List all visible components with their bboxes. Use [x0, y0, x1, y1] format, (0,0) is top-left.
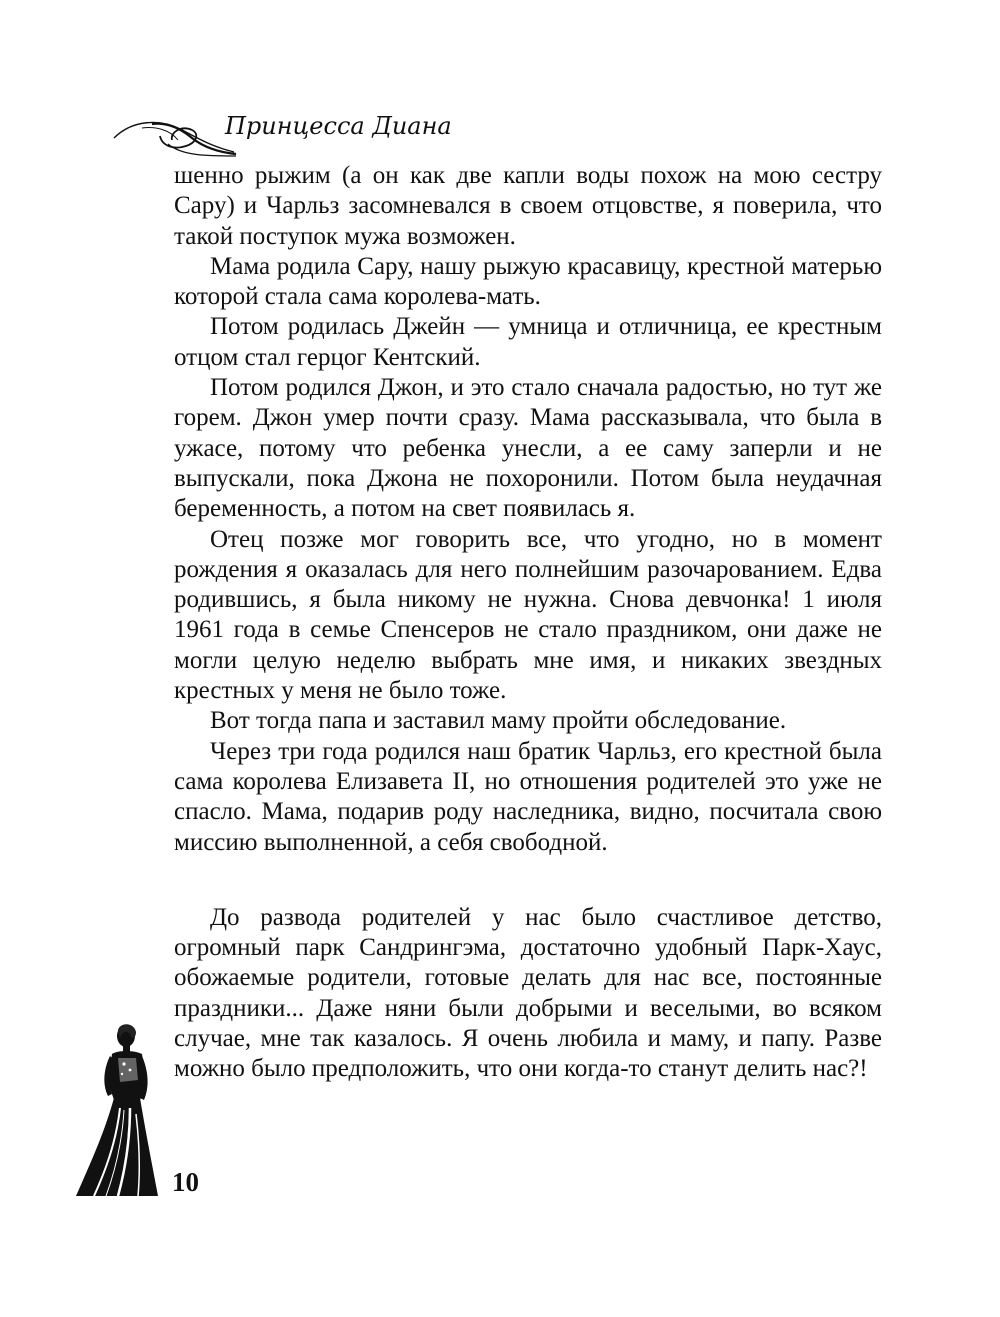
paragraph: шенно рыжим (а он как две капли воды похож на мою сестру Сару) и Чарльз засомневался в своем отцовстве, я поверила, что такой поступок мужа возможен.: [174, 162, 882, 250]
woman-silhouette-icon: [74, 1024, 164, 1196]
paragraph: Вот тогда папа и заставил маму пройти обследование.: [210, 707, 787, 735]
running-header-title: Принцесса Диана: [225, 112, 452, 140]
paragraph: Отец позже мог говорить все, что угодно, но в момент рождения я оказалась для него полнейшим разочарованием. Едва родившись, я была никому не нужна. Снова девчонка! 1 июля 1961 года в семье Спенсеров не стало праздником, они даже не могли целую неделю выбрать мне имя, и никаких звездных крестных у меня не было тоже.: [174, 525, 882, 705]
swash-ornament-icon: [112, 116, 237, 160]
main-text: [174, 161, 882, 1085]
paragraph: До развода родителей у нас было счастливое детство, огромный парк Сандрингэма, достаточно удобный Парк-Хаус, обожаемые родители, готовые делать для нас все, постоянные праздники... Даже няни были добрыми и веселыми, во всяком случае, мне так казалось. Я очень любила и маму, и папу. Разве можно было предположить, что они когда-то станут делить нас?!: [174, 903, 882, 1083]
paragraph: Мама родила Сару, нашу рыжую красавицу, крестной матерью которой стала сама королева-мать.: [174, 252, 882, 311]
paragraph: Потом родилась Джейн — умница и отличница, ее крестным отцом стал герцог Кентский.: [174, 313, 882, 371]
paragraph: Через три года родился наш братик Чарльз, его крестной была сама королева Елизавета II, но отношения родителей это уже не спасло. Мама, подарив роду наследника, видно, посчитала свою миссию выполненной, а себя свободной.: [174, 737, 882, 856]
running-header: [112, 110, 532, 160]
page-number: 10: [172, 1167, 199, 1197]
section-break: [174, 858, 882, 903]
paragraph: Потом родился Джон, и это стало сначала радостью, но тут же горем. Джон умер почти сразу. Мама рассказывала, что была в ужасе, потому что ребенка унесли, а ее саму заперли и не выпускали, пока Джона не похоронили. Потом была неудачная беременность, а потом на свет появилась я.: [174, 374, 882, 523]
